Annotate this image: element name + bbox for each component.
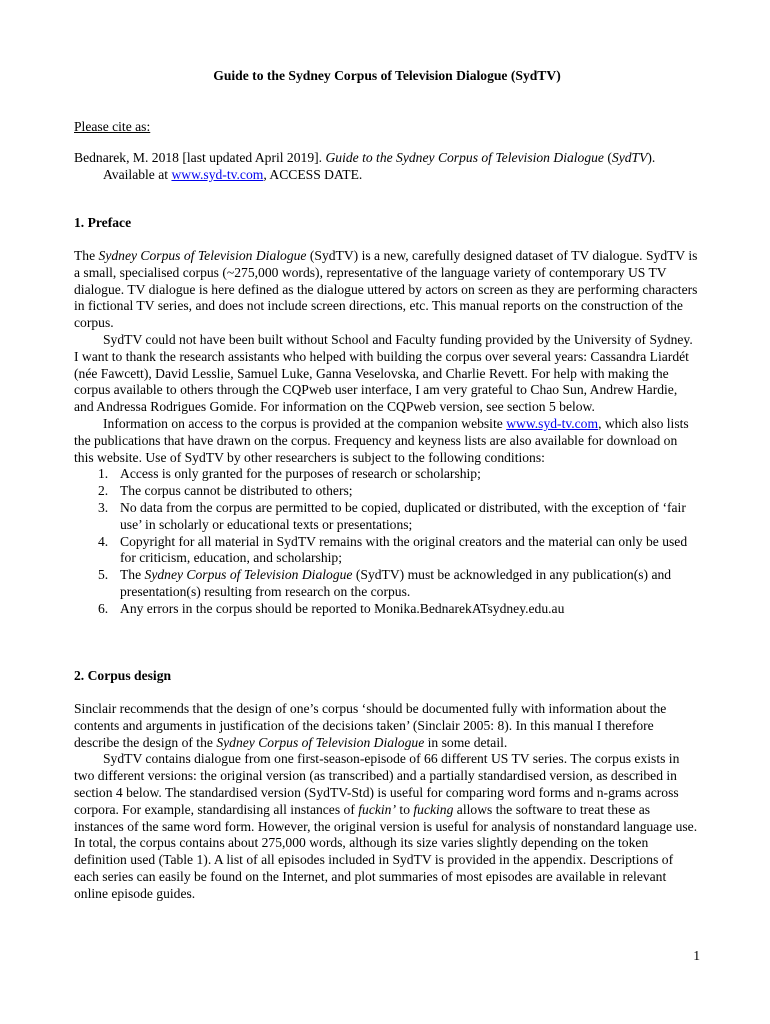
companion-website-link[interactable]: www.syd-tv.com [506,415,599,431]
condition-item [74,466,700,483]
citation-acronym: SydTV [611,150,648,165]
condition-text: Any errors in the corpus should be reported to Monika.BednarekATsydney.edu.au [120,600,565,616]
example-word: fuckin’ [358,801,397,817]
citation-text: ( [603,150,612,165]
condition-text: Copyright for all material in SydTV remains with the original creators and the material can only be used for criticism, education, and scholarship; [120,533,688,566]
condition-item [74,500,700,534]
condition-number: 4. [98,533,109,549]
condition-text: Access is only granted for the purposes of research or scholarship; [120,466,481,482]
paragraph-text: The [74,248,99,263]
corpus-title: Sydney Corpus of Television Dialogue [216,734,425,750]
citation-website-link[interactable]: www.syd-tv.com [171,166,264,182]
condition-text: (SydTV) must be acknowledged in any publication(s) and presentation(s) resulting from research on the corpus. [120,567,672,599]
paragraph-text: SydTV contains dialogue from one first-season-episode of 66 different US TV series. The corpus exists in two different versions: the original version (as transcribed) and a partially standardised version, as described in section 4 below. The standardised version (SydTV-Std) is useful for comparing word forms and n-grams across corpora. For example, standardising all instances of [74,751,680,817]
document-page [74,0,700,1024]
conditions-list [74,466,700,617]
condition-text: The corpus cannot be distributed to others; [120,483,353,499]
condition-text: The [120,567,145,583]
preface-paragraph: SydTV could not have been built without School and Faculty funding provided by the University of Sydney. I want to thank the research assistants who helped with building the corpus over several years: Cassandra Liardét (née Fawcett), David Lesslie, Samuel Luke, Ganna Veselovska, and Charlie Revett. For help with making the corpus available to others through the CQPweb user interface, I am very grateful to Chao Sun, Andrew Hardie, and Andressa Rodrigues Gomide. For information on the CQPweb version, see section 5 below. [74,331,693,415]
condition-item [74,483,700,500]
paragraph-text: to [396,801,414,817]
page-number: 1 [693,948,700,963]
condition-number: 1. [98,466,109,482]
citation-text: , ACCESS DATE. [263,166,363,182]
condition-number: 5. [98,567,109,583]
condition-item [74,601,700,618]
citation-text: Bednarek, M. 2018 [last updated April 2019]. [74,150,326,165]
section-heading-corpus-design: 2. Corpus design [74,668,172,683]
condition-number: 6. [98,600,109,616]
corpus-title: Sydney Corpus of Television Dialogue [98,248,307,263]
corpus-design-body [74,701,700,903]
example-word: fucking [413,801,454,817]
preface-paragraph [74,416,700,466]
condition-number: 2. [98,483,109,499]
citation-text: ). Available at [103,150,656,182]
paragraph-text: in some detail. [424,734,508,750]
paragraph-text: (SydTV) is a new, carefully designed dataset of TV dialogue. SydTV is a small, specialised corpus (~275,000 words), representative of the language variety of contemporary US TV dialogue. TV dialogue is here defined as the dialogue uttered by actors on screen as they are performing characters in fictional TV series, and does not include screen directions, etc. This manual reports on the construction of the corpus. [74,248,698,331]
document-title: Guide to the Sydney Corpus of Television Dialogue (SydTV) [213,68,561,83]
condition-item [74,534,700,568]
corpus-title: Sydney Corpus of Television Dialogue [144,567,353,583]
corpus-design-paragraph [74,751,700,902]
citation [74,150,700,184]
paragraph-text: allows the software to treat these as instances of the same word form. However, the original version is useful for analysis of nonstandard language use. In total, the corpus contains about 275,000 words, although its size varies slightly depending on the token definition used (Table 1). A list of all episodes included in SydTV is provided in the appendix. Descriptions of each series can easily be found on the Internet, and plot summaries of most episodes are available in relevant online episode guides. [74,801,698,901]
condition-number: 3. [98,499,109,515]
condition-text: No data from the corpus are permitted to be copied, duplicated or distributed, with the exception of ‘fair use’ in scholarly or educational texts or presentations; [120,499,686,532]
paragraph-text: Information on access to the corpus is provided at the companion website [103,415,507,431]
preface-body [74,248,700,618]
paragraph-text: Sinclair recommends that the design of one’s corpus ‘should be documented fully with information about the contents and arguments in justification of the decisions taken’ (Sinclair 2005: 8). In this manual I therefore describe the design of the [74,701,667,750]
citation-title: Guide to the Sydney Corpus of Television Dialogue [325,150,604,165]
cite-label: Please cite as: [74,119,151,134]
preface-paragraph [74,248,700,332]
section-heading-preface: 1. Preface [74,215,132,230]
condition-item [74,567,700,601]
paragraph-text: , which also lists the publications that have drawn on the corpus. Frequency and keyness lists are also available for download on this website. Use of SydTV by other researchers is subject to the following conditions: [74,415,689,465]
corpus-design-paragraph [74,701,700,751]
